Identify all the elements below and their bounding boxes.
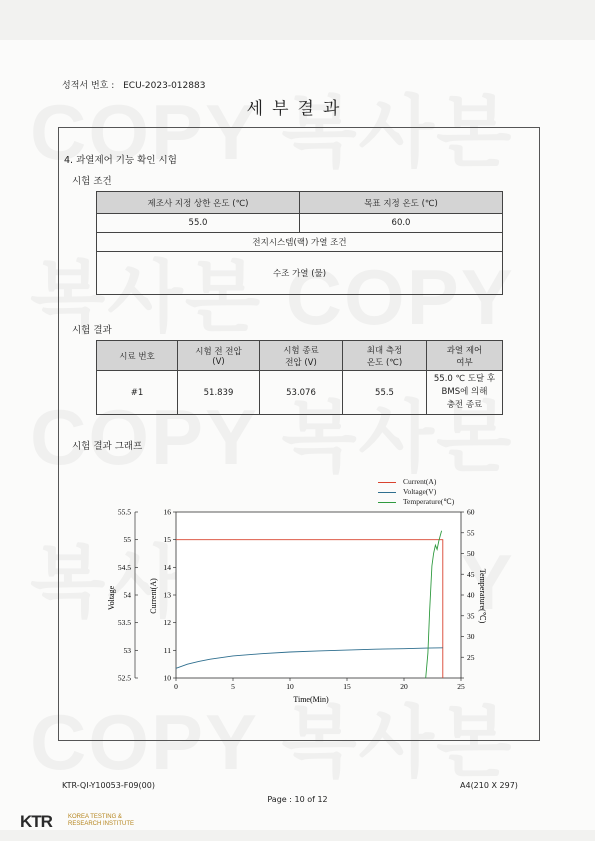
voltage-tick-label: 54.5 bbox=[117, 562, 131, 572]
voltage-tick-label: 55 bbox=[123, 535, 131, 545]
x-tick-label: 5 bbox=[231, 682, 235, 691]
table-cell: 51.839 bbox=[178, 371, 260, 415]
results-label: 시험 결과 bbox=[72, 325, 112, 336]
cell-line: 55.0 ℃ 도달 후 bbox=[433, 374, 496, 384]
header-line: 여부 bbox=[456, 357, 473, 368]
voltage-axis-label: Voltage bbox=[107, 585, 116, 611]
header-line: 시험 전 전압 bbox=[195, 346, 242, 357]
temperature-tick-label: 30 bbox=[467, 632, 475, 641]
voltage-tick-label: 53 bbox=[123, 645, 131, 655]
cell-line: 충전 종료 bbox=[446, 400, 483, 410]
header-line: 최대 측정 bbox=[366, 345, 403, 356]
header-line: 온도 (℃) bbox=[366, 357, 403, 368]
current-axis-label: Current(A) bbox=[149, 578, 158, 614]
ktr-logo-text: KTR bbox=[20, 812, 52, 831]
col-header: 목표 지정 온도 (℃) bbox=[300, 192, 503, 214]
temperature-axis-label: Temperature(℃) bbox=[478, 568, 487, 624]
header-line: 시험 종료 bbox=[283, 345, 319, 356]
section-title: 4. 과열제어 기능 확인 시험 bbox=[64, 155, 177, 166]
x-tick-label: 0 bbox=[174, 682, 178, 691]
page-number: Page : 10 of 12 bbox=[267, 795, 328, 804]
cell-line: BMS에 의해 bbox=[441, 387, 488, 397]
header-line: 과열 제어 bbox=[446, 345, 483, 356]
form-number: KTR-QI-Y10053-F09(00) bbox=[62, 781, 155, 790]
temperature-tick-label: 35 bbox=[467, 611, 475, 621]
legend-item: Temperature(℃) bbox=[403, 497, 455, 506]
temperature-tick-label: 25 bbox=[467, 652, 475, 662]
col-header: 제조사 지정 상한 온도 (℃) bbox=[97, 192, 300, 214]
graph-label: 시험 결과 그래프 bbox=[72, 441, 143, 452]
x-tick-label: 20 bbox=[400, 682, 408, 691]
table-cell: 수조 가열 (물) bbox=[97, 252, 503, 295]
x-tick-label: 10 bbox=[286, 682, 294, 691]
temperature-tick-label: 50 bbox=[467, 549, 475, 558]
current-tick-label: 14 bbox=[163, 562, 171, 572]
cert-number-value: ECU-2023-012883 bbox=[123, 81, 206, 91]
voltage-tick-label: 54 bbox=[123, 590, 131, 600]
legend-item: Voltage(V) bbox=[403, 487, 437, 496]
col-header: 전지시스템(랙) 가열 조건 bbox=[97, 233, 503, 252]
table-cell: 53.076 bbox=[260, 371, 343, 415]
x-axis-label: Time(Min) bbox=[293, 695, 329, 704]
current-tick-label: 13 bbox=[163, 590, 171, 600]
current-tick-label: 11 bbox=[163, 645, 171, 655]
x-tick-label: 25 bbox=[457, 682, 465, 691]
current-tick-label: 10 bbox=[163, 673, 171, 683]
plot-area bbox=[176, 512, 461, 678]
org-logo bbox=[20, 812, 135, 832]
paper-size: A4(210 X 297) bbox=[460, 781, 518, 790]
col-header: 시료 번호 bbox=[97, 341, 178, 371]
voltage-tick-label: 52.5 bbox=[117, 673, 131, 683]
table-cell: 60.0 bbox=[300, 214, 503, 233]
cert-number-label: 성적서 번호 : bbox=[62, 81, 115, 91]
table-cell: 55.0 bbox=[97, 214, 300, 233]
conditions-label: 시험 조건 bbox=[72, 176, 112, 187]
current-tick-label: 12 bbox=[163, 618, 171, 628]
table-cell: 55.5 bbox=[343, 371, 427, 415]
table-cell: #1 bbox=[97, 371, 178, 415]
current-tick-label: 16 bbox=[163, 507, 171, 517]
voltage-tick-label: 55.5 bbox=[117, 507, 131, 517]
org-name-line: RESEARCH INSTITUTE bbox=[68, 821, 135, 827]
temperature-tick-label: 45 bbox=[467, 569, 475, 579]
page-title: 세부결과 bbox=[246, 99, 349, 119]
temperature-tick-label: 55 bbox=[467, 528, 475, 538]
org-name-line: KOREA TESTING & bbox=[68, 814, 122, 820]
x-tick-label: 15 bbox=[343, 682, 351, 691]
voltage-tick-label: 53.5 bbox=[117, 618, 131, 628]
temperature-tick-label: 40 bbox=[467, 590, 475, 600]
current-tick-label: 15 bbox=[163, 535, 171, 545]
legend-item: Current(A) bbox=[403, 477, 437, 486]
header-line: 전압 (V) bbox=[285, 357, 317, 368]
header-line: (V) bbox=[212, 356, 225, 367]
temperature-tick-label: 60 bbox=[467, 507, 475, 517]
org-name bbox=[68, 814, 148, 828]
